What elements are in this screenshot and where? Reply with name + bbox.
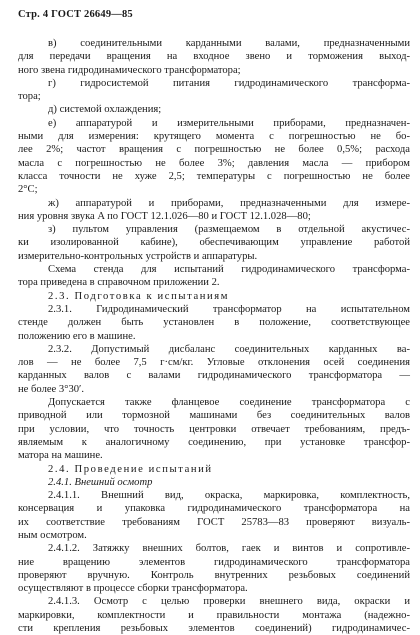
paragraph-item-z [18,223,410,263]
text-line: тора приведена в справочном приложении 2. [18,277,220,289]
text-line: проверяют вручную. Контроль внутренних резьбовых соединений [18,569,410,581]
text-line: 2.3.1. Гидродинамический трансформатор на испытательном [48,303,410,315]
text-line: ными для измерения: крутящего момента с погрешностью не бо- [18,131,410,143]
page-header: Стр. 4 ГОСТ 26649—85 [18,9,133,20]
text-line: д) системой охлаждения; [48,104,162,116]
document-body [18,37,410,635]
paragraph-2-3-1 [18,303,410,343]
text-line: тора; [18,91,41,103]
text-line: карданных валов с валами гидродинамического трансформатора — [18,370,410,382]
text-line: е) аппаратурой и измерительными приборами, предназначен- [48,117,410,129]
text-line: в) соединительными карданными валами, предназначенными [48,38,410,49]
section-title: 2.4. Проведение испытаний [48,463,213,475]
section-heading-2-3 [18,290,410,303]
text-line: Допускается также фланцевое соединение трансформатора с [48,397,410,409]
text-line: г) гидросистемой питания гидродинамического трансформа- [48,77,410,89]
text-line: масла с погрешностью не более 3%; давления масла — прибором [18,157,410,169]
paragraph-item-d [18,103,410,116]
text-line: измерительно-контрольных устройств и аппаратуры. [18,250,258,262]
text-line: матора на машине. [18,450,103,462]
paragraph-item-zh [18,197,410,224]
paragraph-item-g [18,77,410,104]
paragraph-2-4-1-1 [18,489,410,542]
text-line: класса точности не хуже 2,5; температуры с погрешностью не более [18,170,410,182]
paragraph-2-4-1-2 [18,542,410,595]
text-line: 2.4.1.3. Осмотр с целью проверки внешнего вида, окраски и [48,596,410,608]
section-title: 2.3. Подготовка к испытаниям [48,290,230,302]
paragraph-item-v [18,37,410,77]
text-line: маркировки, комплектности и правильности монтажа (надежно- [18,609,410,621]
text-line: их соответствие требованиям ГОСТ 25783—83 проверяют визуаль- [18,516,410,528]
text-line: осуществляют в процессе сборки трансформатора. [18,583,248,595]
text-line: положению его в машине. [18,330,136,342]
text-line: 2.4.1.2. Затяжку внешних болтов, гаек и винтов и сопротивле- [48,543,410,555]
text-line: ным осмотром. [18,529,87,541]
text-line: являемым к аналогичному соединению, при установке трансфор- [18,436,410,448]
text-line: лее 2%; частот вращения с погрешностью не более 0,5%; расхода [18,144,410,156]
subsection-heading-2-4-1 [18,476,410,489]
text-line: стенде должен быть установлен в положение, соответствующее [18,317,410,329]
text-line: ки изолированной кабине), обеспечивающим управление работой [18,237,410,249]
text-line: з) пультом управления (размещаемом в отдельной акустичес- [48,224,410,236]
text-line: 2.3.2. Допустимый дисбаланс соединительных карданных ва- [48,343,410,355]
paragraph-scheme [18,263,410,290]
subsection-title: 2.4.1. Внешний осмотр [48,476,153,488]
text-line: ния уровня звука A по ГОСТ 12.1.026—80 и ГОСТ 12.1.028—80; [18,210,311,222]
text-line: Схема стенда для испытаний гидродинамического трансформа- [48,264,410,276]
paragraph-flange [18,396,410,462]
text-line: при условии, что точность центровки отвечает требованиям, предъ- [18,423,410,435]
text-line: не более 3°30′. [18,383,84,395]
text-line: ж) аппаратурой и приборами, предназначенными для измере- [48,197,410,209]
section-heading-2-4 [18,463,410,476]
text-line: приводной или тормозной машинами без соединительных валов [18,410,410,422]
paragraph-2-4-1-3 [18,595,410,635]
paragraph-item-e [18,117,410,197]
text-line: сти крепления резьбовых элементов соединений) гидродинамичес- [18,623,410,635]
text-line: консервация и упаковка гидродинамического трансформатора на [18,503,410,515]
text-line: 2.4.1.1. Внешний вид, окраска, маркировка, комплектность, [48,490,410,502]
text-line: ние вращению элементов гидродинамического трансформатора [18,556,410,568]
text-line: для передачи вращения на входное звено и торможения выход- [18,51,410,63]
text-line: лов — не более 7,5 г·см/кг. Угловые отклонения осей соединения [18,357,410,369]
text-line: ного звена гидродинамического трансформатора; [18,64,241,76]
text-line: 2°С; [18,184,38,196]
paragraph-2-3-2 [18,343,410,396]
